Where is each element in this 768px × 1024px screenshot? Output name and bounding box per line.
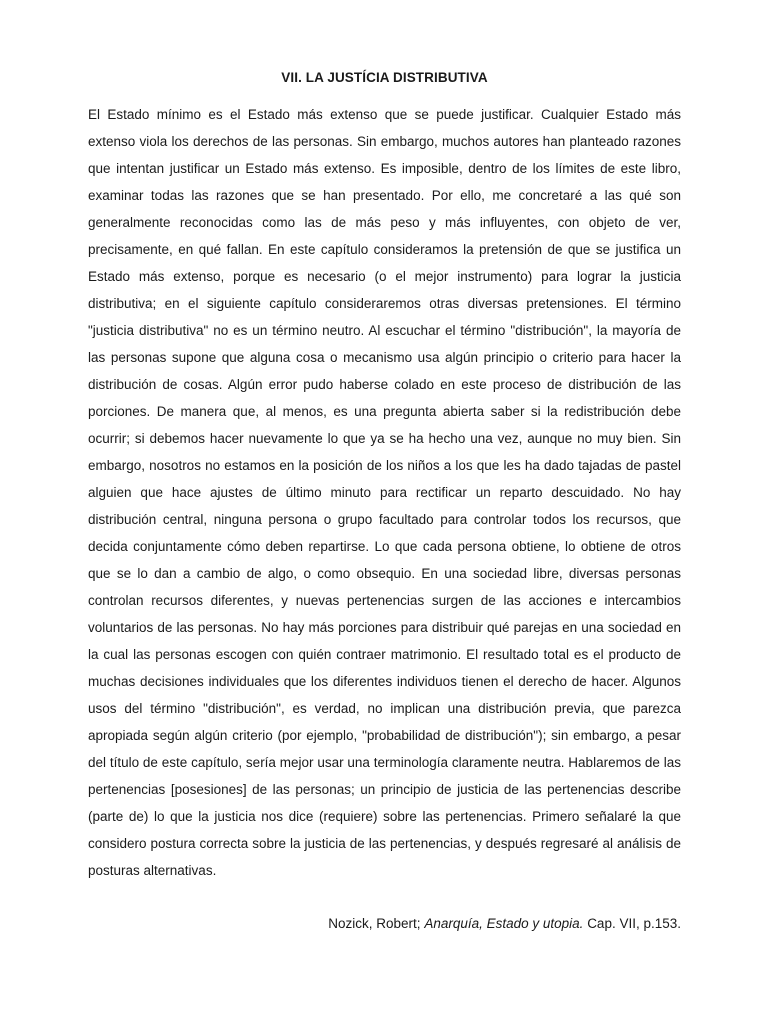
citation-author: Nozick, Robert; bbox=[328, 916, 421, 931]
document-title: VII. LA JUSTÍCIA DISTRIBUTIVA bbox=[281, 70, 488, 85]
body-paragraph: El Estado mínimo es el Estado más extenso que se puede justificar. Cualquier Estado más extenso viola los derechos de las personas. Sin embargo, muchos autores han planteado razones que intentan justificar un Estado más extenso. Es imposible, dentro de los límites de este libro, examinar todas las razones que se han presentado. Por ello, me concretaré a las qué son generalmente reconocidas como las de más peso y más influyentes, con objeto de ver, precisamente, en qué fallan. En este capítulo consideramos la pretensión de que se justifica un Estado más extenso, porque es necesario (o el mejor instrumento) para lograr la justicia distributiva; en el siguiente capítulo consideraremos otras diversas pretensiones. El término "justicia distributiva" no es un término neutro. Al escuchar el término "distribución", la mayoría de las personas supone que alguna cosa o mecanismo usa algún principio o criterio para hacer la distribución de cosas. Algún error pudo haberse colado en este proceso de distribución de las porciones. De manera que, al menos, es una pregunta abierta saber si la redistribución debe ocurrir; si debemos hacer nuevamente lo que ya se ha hecho una vez, aunque no muy bien. Sin embargo, nosotros no estamos en la posición de los niños a los que les ha dado tajadas de pastel alguien que hace ajustes de último minuto para rectificar un reparto descuidado. No hay distribución central, ninguna persona o grupo facultado para controlar todos los recursos, que decida conjuntamente cómo deben repartirse. Lo que cada persona obtiene, lo obtiene de otros que se lo dan a cambio de algo, o como obsequio. En una sociedad libre, diversas personas controlan recursos diferentes, y nuevas pertenencias surgen de las acciones e intercambios voluntarios de las personas. No hay más porciones para distribuir qué parejas en una sociedad en la cual las personas escogen con quién contraer matrimonio. El resultado total es el producto de muchas decisiones individuales que los diferentes individuos tienen el derecho de hacer. Algunos usos del término "distribución", es verdad, no implican una distribución previa, que parezca apropiada según algún criterio (por ejemplo, "probabilidad de distribución"); sin embargo, a pesar del título de este capítulo, sería mejor usar una terminología claramente neutra. Hablaremos de las pertenencias [posesiones] de las personas; un principio de justicia de las pertenencias describe (parte de) lo que la justicia nos dice (requiere) sobre las pertenencias. Primero señalaré la que considero postura correcta sobre la justicia de las pertenencias, y después regresaré al análisis de posturas alternativas. bbox=[88, 107, 681, 878]
citation-work-title: Anarquía, Estado y utopia. bbox=[424, 916, 584, 931]
citation bbox=[88, 916, 681, 931]
citation-location: Cap. VII, p.153. bbox=[587, 916, 681, 931]
